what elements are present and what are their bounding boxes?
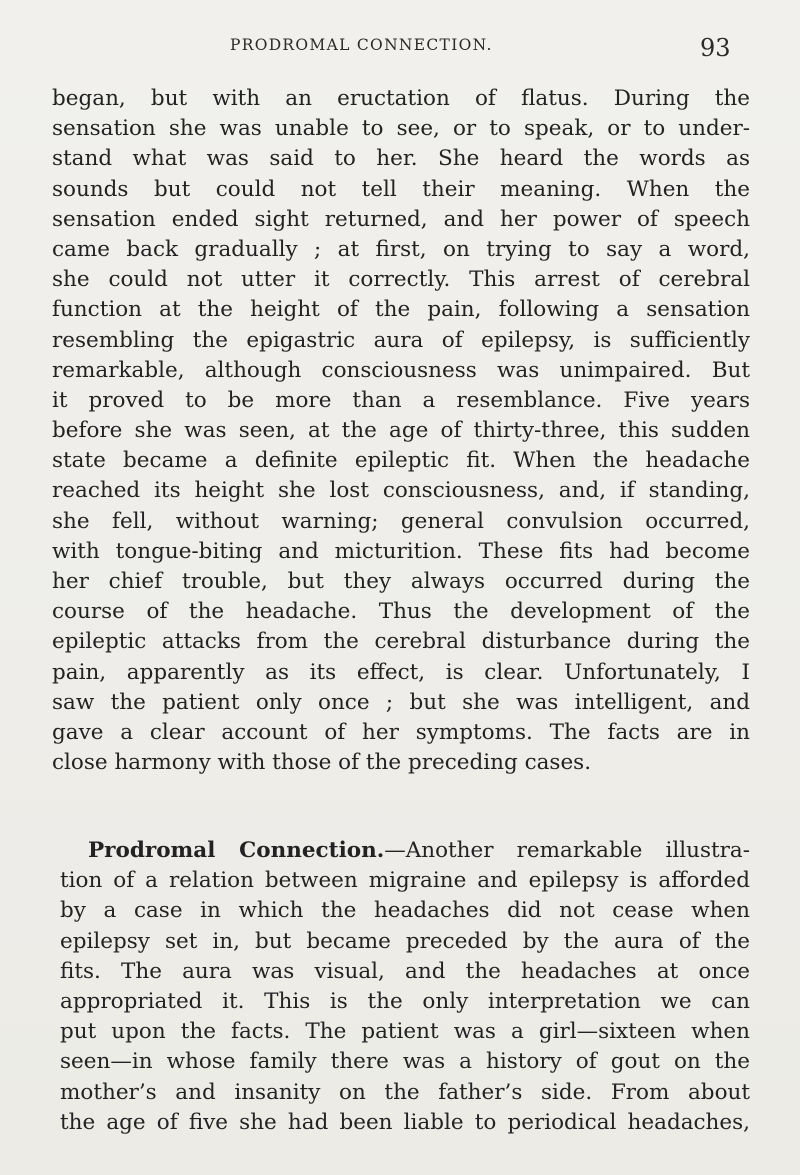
text-line-rest: —Another remarkable illustra- [384, 838, 750, 863]
text-line: she fell, without warning; general convulsion occurred, [52, 508, 750, 534]
text-line: sounds but could not tell their meaning. When the [52, 176, 750, 202]
text-line: gave a clear account of her symptoms. The facts are in [52, 719, 750, 745]
text-line: mother’s and insanity on the father’s side. From about [60, 1079, 750, 1105]
text-line: epilepsy set in, but became preceded by the aura of the [60, 928, 750, 954]
section-heading: Prodromal Connection. [88, 838, 385, 863]
paragraph-1 [52, 84, 750, 778]
text-line: before she was seen, at the age of thirty-three, this sudden [52, 418, 750, 444]
text-line [60, 836, 750, 866]
running-head: PRODROMAL CONNECTION. [230, 36, 493, 54]
text-line: fits. The aura was visual, and the headaches at once [60, 958, 750, 984]
text-line: seen—in whose family there was a history of gout on the [60, 1049, 750, 1075]
paragraph-2 [60, 836, 750, 1138]
text-line: appropriated it. This is the only interpretation we can [60, 988, 750, 1014]
text-line: her chief trouble, but they always occurred during the [52, 569, 750, 594]
text-line: put upon the facts. The patient was a girl—sixteen when [60, 1019, 750, 1045]
text-line: sensation she was unable to see, or to speak, or to under- [52, 116, 750, 142]
text-line: the age of five she had been liable to periodical headaches, [60, 1109, 750, 1135]
text-line: state became a definite epileptic fit. When the headache [52, 448, 750, 474]
text-line: reached its height she lost consciousness, and, if standing, [52, 478, 750, 504]
text-line: with tongue-biting and micturition. These fits had become [52, 538, 750, 564]
text-line: saw the patient only once ; but she was intelligent, and [52, 689, 750, 715]
text-line: function at the height of the pain, following a sensation [52, 297, 750, 323]
text-line: sensation ended sight returned, and her power of speech [52, 206, 750, 232]
text-line: course of the headache. Thus the development of the [52, 599, 750, 625]
text-line: it proved to be more than a resemblance. Five years [52, 387, 750, 413]
text-line: remarkable, although consciousness was unimpaired. But [52, 357, 750, 383]
text-line: epileptic attacks from the cerebral disturbance during the [52, 629, 750, 655]
text-line: she could not utter it correctly. This arrest of cerebral [52, 267, 750, 293]
text-line: tion of a relation between migraine and epilepsy is afforded [60, 868, 750, 894]
text-line: by a case in which the headaches did not cease when [60, 898, 750, 924]
text-line: resembling the epigastric aura of epilepsy, is sufficiently [52, 327, 750, 353]
text-line: pain, apparently as its effect, is clear. Unfortunately, I [52, 659, 750, 685]
text-line: began, but with an eructation of flatus. During the [52, 86, 750, 111]
text-line: close harmony with those of the preceding cases. [52, 750, 592, 776]
text-line: stand what was said to her. She heard the words as [52, 146, 750, 172]
text-line: came back gradually ; at first, on trying to say a word, [52, 236, 750, 262]
page-number: 93 [700, 34, 731, 62]
